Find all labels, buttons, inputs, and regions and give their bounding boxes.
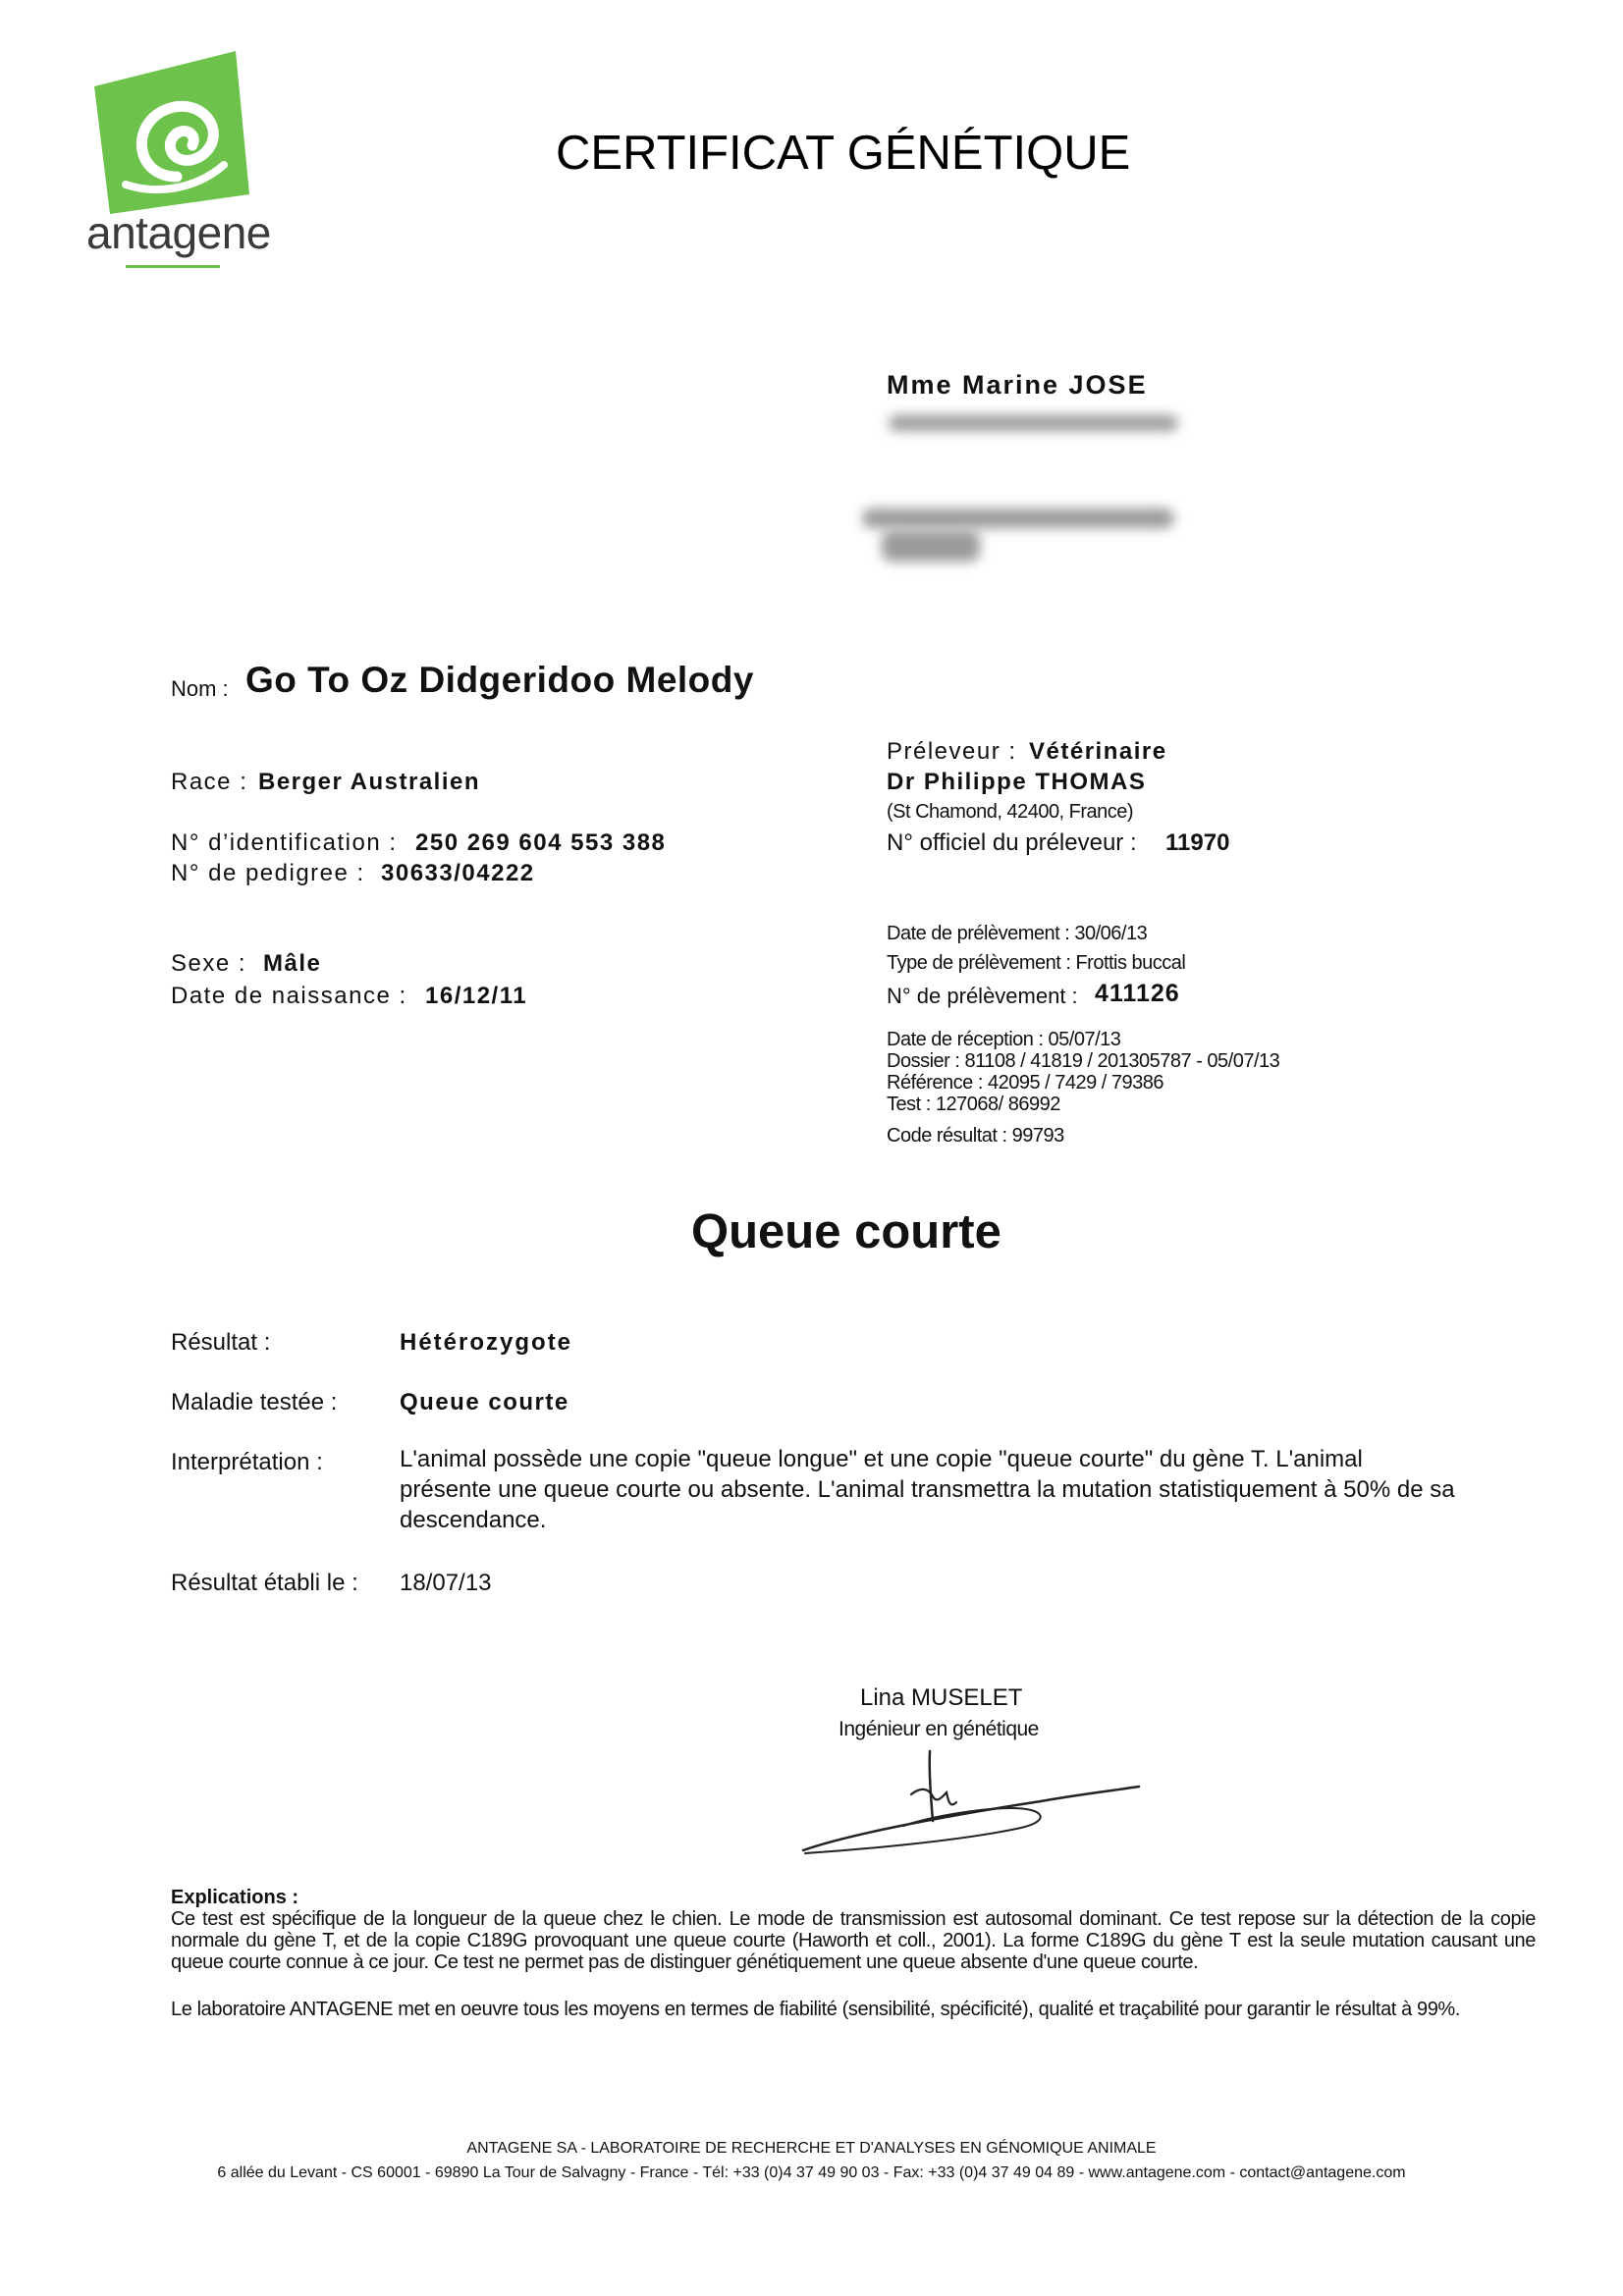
- explanations-heading: Explications :: [171, 1887, 299, 1908]
- interpretation-text: L'animal possède une copie "queue longue" et une copie "queue courte" du gène T. L'animal présente une queue courte ou absente. L'animal transmettra la mutation statistiquement à 50% de sa descendance.: [400, 1446, 1455, 1533]
- pedigree-value: 30633/04222: [381, 860, 535, 886]
- antagene-logo: [86, 47, 273, 275]
- footer-company: ANTAGENE SA - LABORATOIRE DE RECHERCHE ET D'ANALYSES EN GÉNOMIQUE ANIMALE: [466, 2140, 1157, 2157]
- sampler-official-number: 11970: [1165, 829, 1230, 856]
- redacted-address-line: [862, 508, 1174, 528]
- footer-contact: 6 allée du Levant - CS 60001 - 69890 La Tour de Salvagny - France - Tél: +33 (0)4 37 49 90 03 - Fax: +33 (0)4 37 49 04 89 - www.antagene.com - contact@antagene.com: [217, 2164, 1406, 2181]
- page-title: CERTIFICAT GÉNÉTIQUE: [556, 127, 1131, 180]
- pedigree-label: N° de pedigree :: [171, 860, 365, 886]
- result-date-value: 18/07/13: [400, 1570, 492, 1596]
- sampler-official-label: N° officiel du préleveur :: [887, 829, 1137, 856]
- birth-label: Date de naissance :: [171, 983, 407, 1009]
- interpretation-label: Interprétation :: [171, 1449, 323, 1475]
- race-value: Berger Australien: [258, 769, 481, 795]
- id-label: N° d’identification :: [171, 829, 398, 856]
- signatory-name: Lina MUSELET: [860, 1684, 1023, 1711]
- signatory-title: Ingénieur en génétique: [839, 1718, 1039, 1740]
- disease-value: Queue courte: [400, 1389, 569, 1415]
- explanations-text: Ce test est spécifique de la longueur de la queue chez le chien. Le mode de transmission est autosomal dominant. Ce test repose sur la détection de la copie normale du gène T, et de la copie C189G provoquant une queue courte (Haworth et coll., 2001). La forme C189G du gène T est la seule mutation causant une queue courte connue à ce jour. Ce test ne permet pas de distinguer génétiquement une queue absente d'une queue courte.: [171, 1908, 1536, 1973]
- result-label: Résultat :: [171, 1329, 271, 1356]
- race-label: Race :: [171, 769, 248, 795]
- sex-label: Sexe :: [171, 950, 247, 977]
- signature-image: [785, 1747, 1159, 1865]
- test-id: Test : 127068/ 86992: [887, 1094, 1060, 1115]
- redacted-address-line: [882, 530, 980, 561]
- reception-date: Date de réception : 05/07/13: [887, 1029, 1121, 1050]
- sample-number-label: N° de prélèvement :: [887, 984, 1078, 1008]
- name-label: Nom :: [171, 676, 229, 701]
- disease-label: Maladie testée :: [171, 1389, 338, 1415]
- result-date-label: Résultat établi le :: [171, 1570, 358, 1596]
- sampler-label: Préleveur :: [887, 738, 1017, 765]
- sample-number: 411126: [1095, 980, 1180, 1007]
- birth-value: 16/12/11: [425, 983, 528, 1009]
- sample-date: Date de prélèvement : 30/06/13: [887, 923, 1148, 944]
- reference: Référence : 42095 / 7429 / 79386: [887, 1072, 1164, 1094]
- sampler-type: Vétérinaire: [1029, 738, 1167, 765]
- logo-wordmark: antagene: [86, 207, 271, 258]
- lab-reliability-text: Le laboratoire ANTAGENE met en oeuvre tous les moyens en termes de fiabilité (sensibilité, spécificité), qualité et traçabilité pour garantir le résultat à 99%.: [171, 1999, 1460, 2020]
- id-value: 250 269 604 553 388: [415, 829, 667, 856]
- sample-type: Type de prélèvement : Frottis buccal: [887, 952, 1186, 974]
- animal-name: Go To Oz Didgeridoo Melody: [245, 660, 754, 700]
- result-value: Hétérozygote: [400, 1329, 573, 1356]
- redacted-address-line: [889, 415, 1178, 431]
- recipient-name: Mme Marine JOSE: [887, 370, 1148, 400]
- sampler-name: Dr Philippe THOMAS: [887, 769, 1147, 795]
- result-code: Code résultat : 99793: [887, 1125, 1064, 1147]
- sex-value: Mâle: [263, 950, 322, 977]
- sampler-location: (St Chamond, 42400, France): [887, 801, 1134, 823]
- dossier: Dossier : 81108 / 41819 / 201305787 - 05/07/13: [887, 1050, 1280, 1072]
- test-heading: Queue courte: [691, 1205, 1001, 1258]
